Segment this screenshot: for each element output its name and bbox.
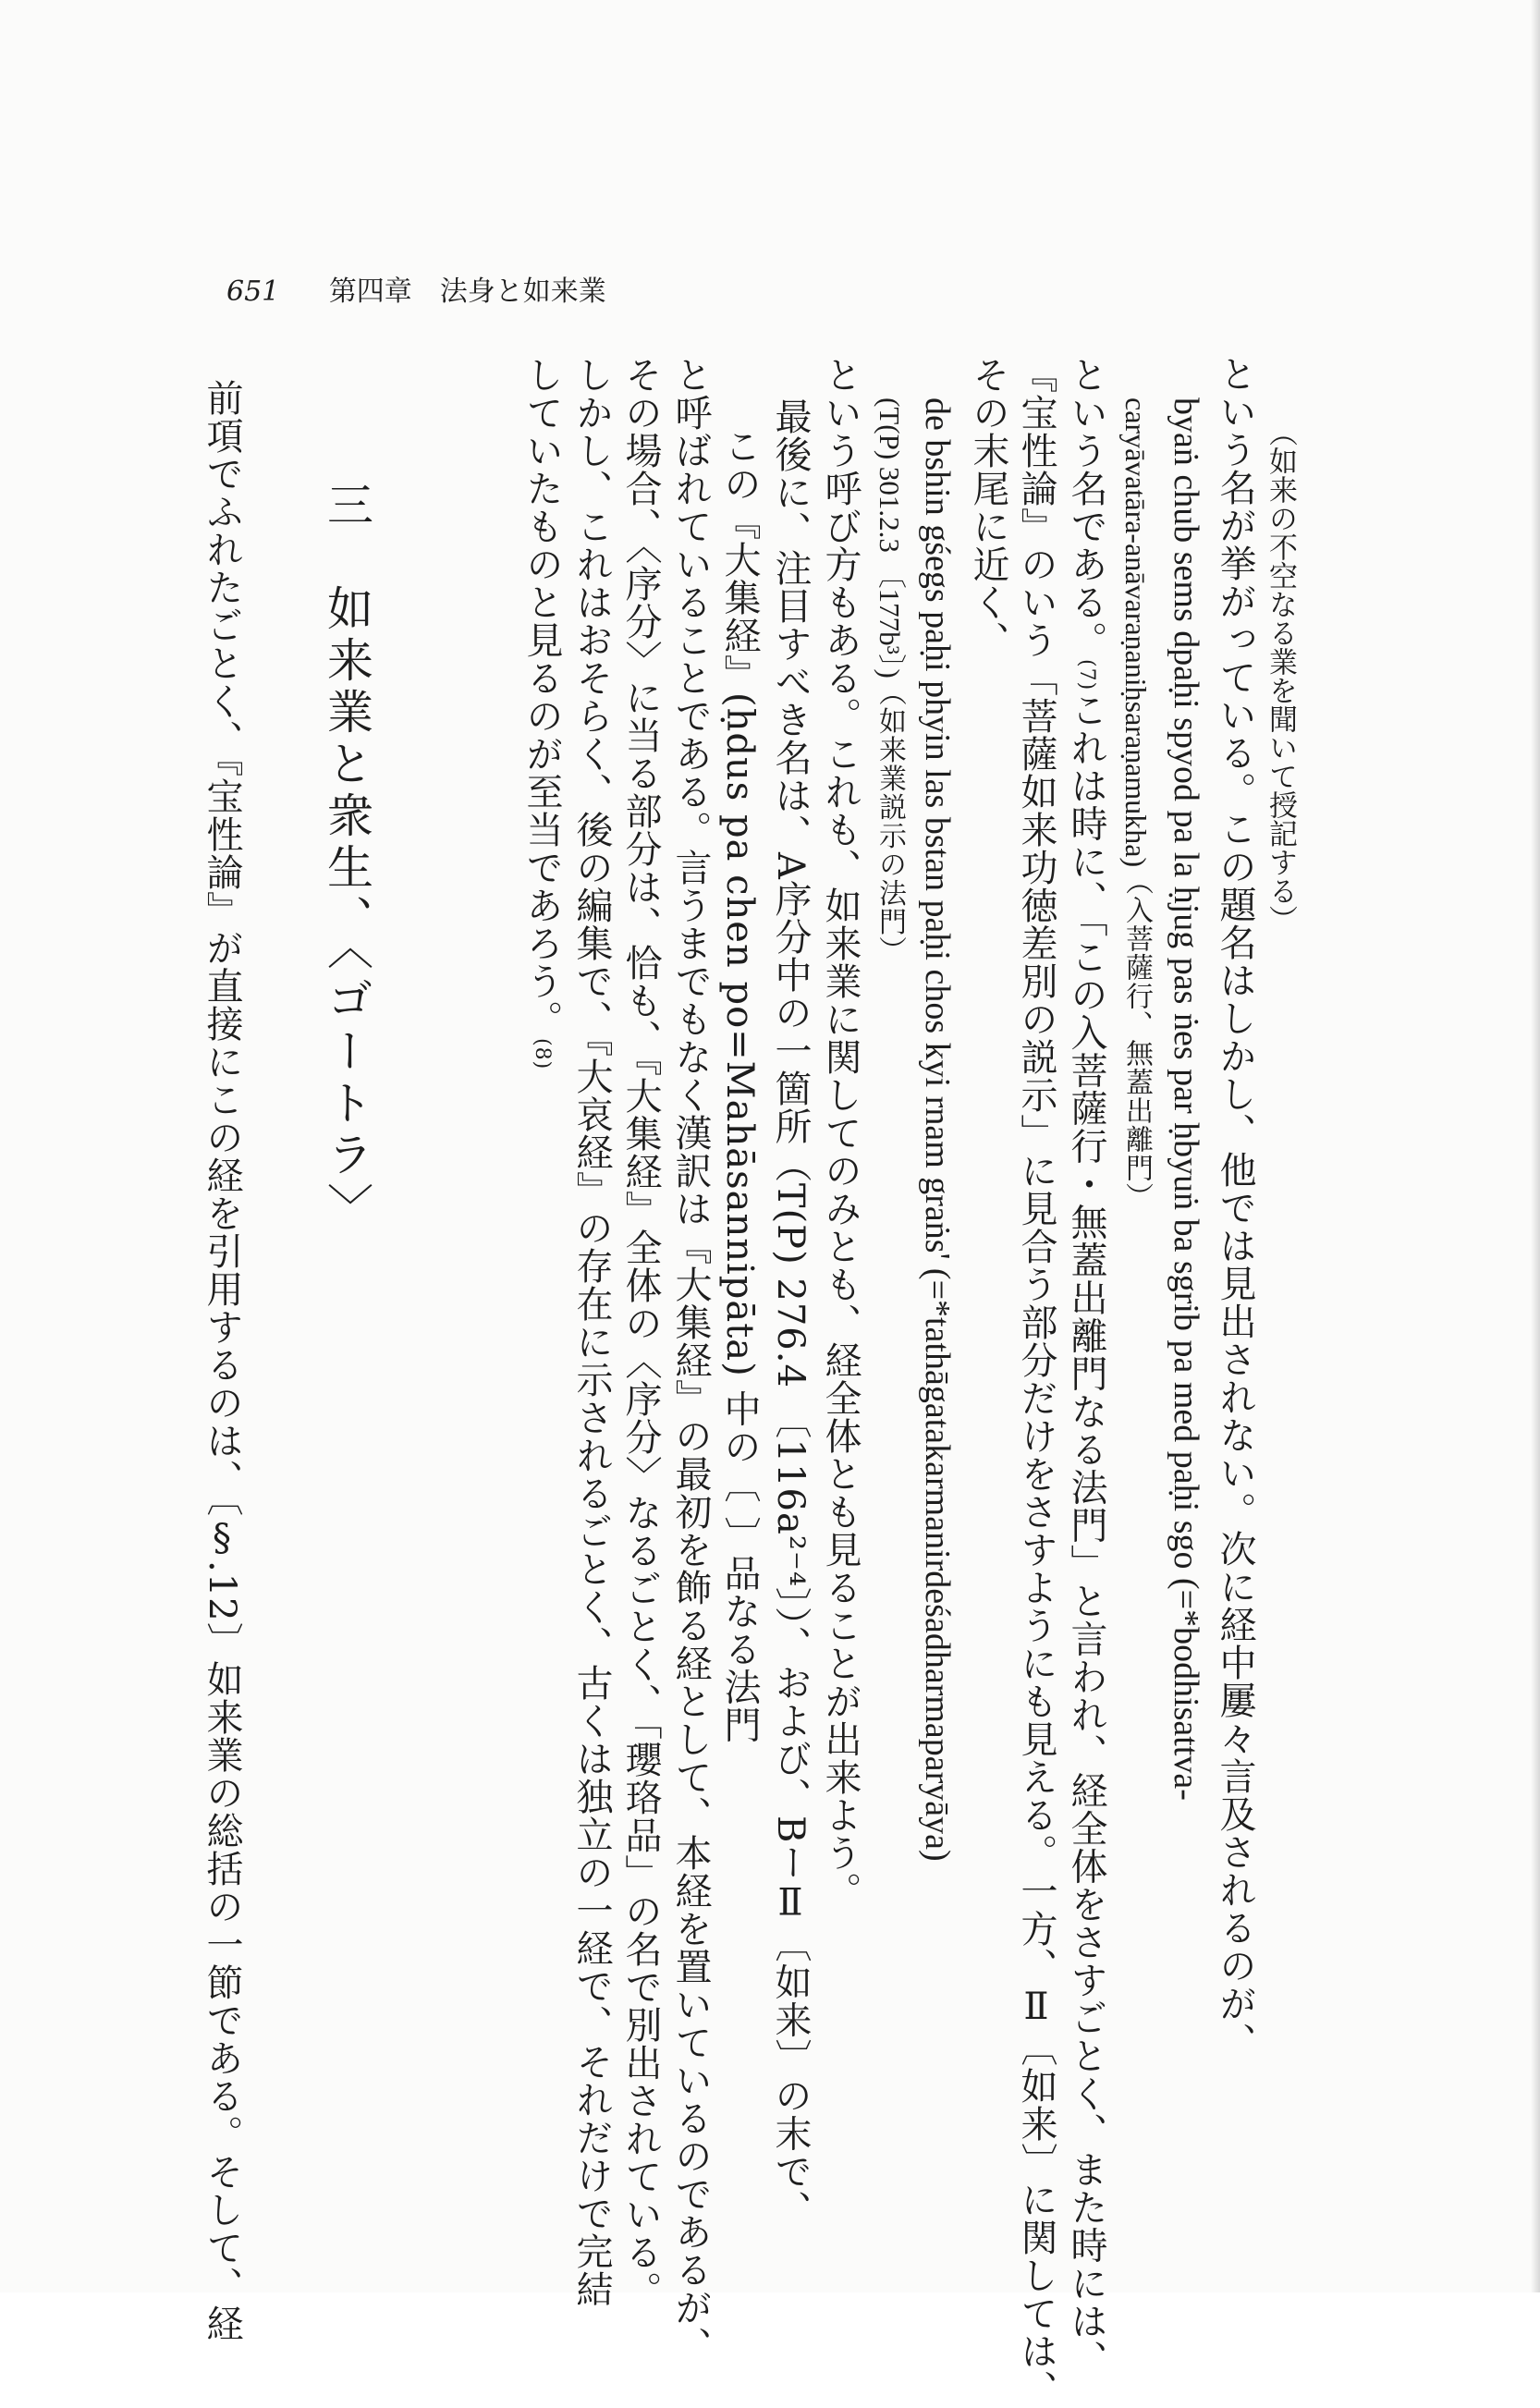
- page-edge-shadow: [1531, 0, 1540, 2292]
- text-column: （如来の不空なる業を聞いて授記する）: [1264, 418, 1297, 934]
- text-column: と呼ばれていることである。言うまでもなく漢訳は『大集経』の最初を飾る経として、本経を置いているのであるが、: [669, 356, 712, 2365]
- footnote-ref: (7): [1075, 659, 1098, 691]
- chapter-title: 第四章 法身と如来業: [328, 275, 606, 308]
- text-column: [871, 397, 908, 965]
- column-text: という名である。: [1065, 356, 1107, 659]
- translation-note: （入菩薩行、無蓋出離門）: [1120, 867, 1153, 1212]
- translation-note: （如来業説示の法門）: [874, 678, 906, 965]
- romanized-title: de bshin gśegs paḥi phyin las bstan paḥi chos kyi rnam graṅs' (=*tathāgatakarmanirdeśadharmaparyāya): [918, 397, 957, 1862]
- citation: (T(P) 301.2.3 〔177b³〕): [874, 397, 906, 678]
- romanized-title: byaṅ chub sems dpaḥi spyod pa la ḥjug pas ṅes par ḥbyuṅ ba sgrib pa med paḥi sgo (=*bodhisattva-: [1167, 397, 1205, 1801]
- text-column: という名が挙がっている。この題名はしかし、他では見出されない。次に経中屢々言及されるのが、: [1214, 355, 1256, 2060]
- text-column: その末尾に近く、: [967, 356, 1009, 659]
- text-column: [520, 356, 563, 1070]
- text-column: [1118, 397, 1155, 1211]
- text-column: [1065, 356, 1107, 2378]
- column-text: していたものと見るのが至当であろう。: [520, 356, 563, 1038]
- column-text: これは時に、「この入菩薩行・無蓋出離門なる法門」と言われ、経全体をさすごとく、また時には、: [1065, 691, 1107, 2378]
- text-column: しかし、これはおそらく、後の編集で、『大哀経』の存在に示されるごとく、古くは独立の一経で、それだけで完結: [570, 356, 613, 2308]
- romanized-title-cont: caryāvatāra-anāvaraṇaniḥsaraṇamukha): [1119, 397, 1153, 868]
- text-column: 『宝性論』のいう「菩薩如来功徳差別の説示」に見合う部分だけをさすようにも見える。一方、Ⅱ〔如来〕に関しては、: [1015, 356, 1057, 2408]
- text-column: 前項でふれたごとく、『宝性論』が直接にこの経を引用するのは、〔§.12〕如来業の総括の一節である。そして、経: [201, 379, 243, 2342]
- text-column: この『大集経』(ḥdus pa chen po=Mahāsannipāta) 中の〔 〕品なる法門: [718, 427, 761, 1744]
- running-header: [226, 268, 642, 314]
- text-column: 最後に、注目すべき名は、A序分中の一箇所（T(P) 276.4 〔116a²⁻⁴〕）、および、BーⅡ〔如来〕の末で、: [769, 397, 812, 2229]
- section-heading: 三 如来業と衆生、〈ゴートラ〉: [320, 481, 373, 1234]
- text-column: という呼び方もある。これも、如来業に関してのみとも、経全体とも見ることが出来よう。: [819, 356, 862, 1910]
- footnote-ref: (8): [531, 1038, 554, 1070]
- page-number: 651: [226, 275, 280, 308]
- text-column: その場合、〈序分〉に当る部分は、恰も、『大集経』全体の〈序分〉なるごとく、「瓔珞品」の名で別出されている。: [619, 356, 662, 2309]
